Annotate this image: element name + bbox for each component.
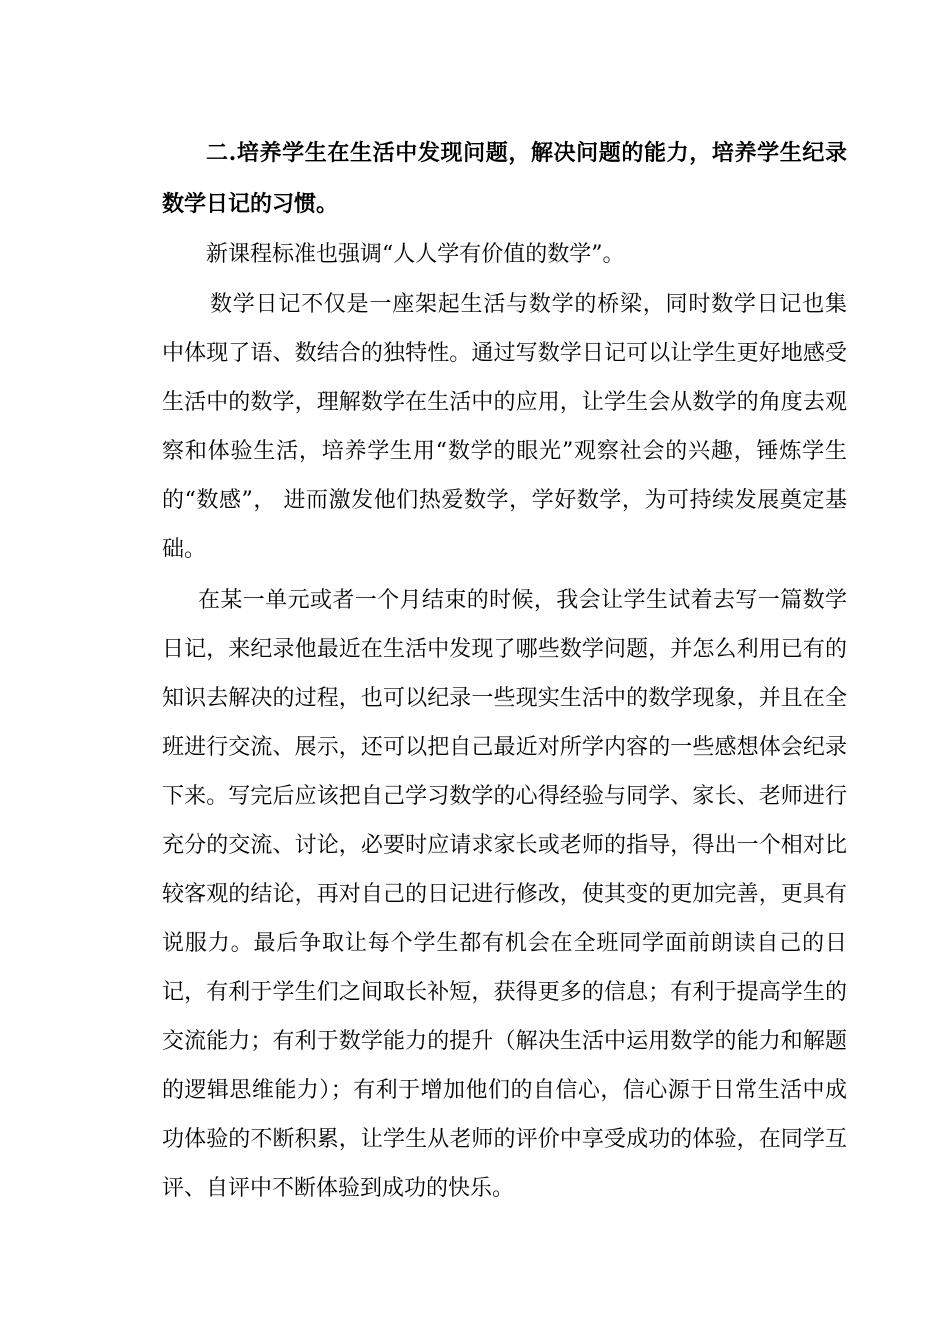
section-heading: 二.培养学生在生活中发现问题，解决问题的能力，培养学生纪录数学日记的习惯。 — [162, 140, 847, 217]
paragraph-practice: 在某一单元或者一个月结束的时候，我会让学生试着去写一篇数学日记，来纪录他最近在生活中发现了哪些数学问题，并怎么利用已有的知识去解决的过程，也可以纪录一些现实生活中的数学现象，并且在全班进行交流、展示，还可以把自己最近对所学内容的一些感想体会纪录下来。写完后应该把自己学习数学的心得经验与同学、家长、老师进行充分的交流、讨论，必要时应请求家长或老师的指导，得出一个相对比较客观的结论，再对自己的日记进行修改，使其变的更加完善，更具有说服力。最后争取让每个学生都有机会在全班同学面前朗读自己的日记，有利于学生们之间取长补短，获得更多的信息；有利于提高学生的交流能力；有利于数学能力的提升（解决生活中运用数学的能力和解题的逻辑思维能力）；有利于增加他们的自信心，信心源于日常生活中成功体验的不断积累，让学生从老师的评价中享受成功的体验，在同学互评、自评中不断体验到成功的快乐。 — [162, 588, 847, 1201]
paragraph-math-diary: 数学日记不仅是一座架起生活与数学的桥梁，同时数学日记也集中体现了语、数结合的独特性。通过写数学日记可以让学生更好地感受生活中的数学，理解数学在生活中的应用，让学生会从数学的角度去观察和体验生活，培养学生用“数学的眼光”观察社会的兴趣，锤炼学生的“数感”， 进而激发他们热爱数学，学好数学，为可持续发展奠定基础。 — [162, 292, 847, 562]
paragraph-standard: 新课程标准也强调“人人学有价值的数学”。 — [206, 242, 625, 267]
